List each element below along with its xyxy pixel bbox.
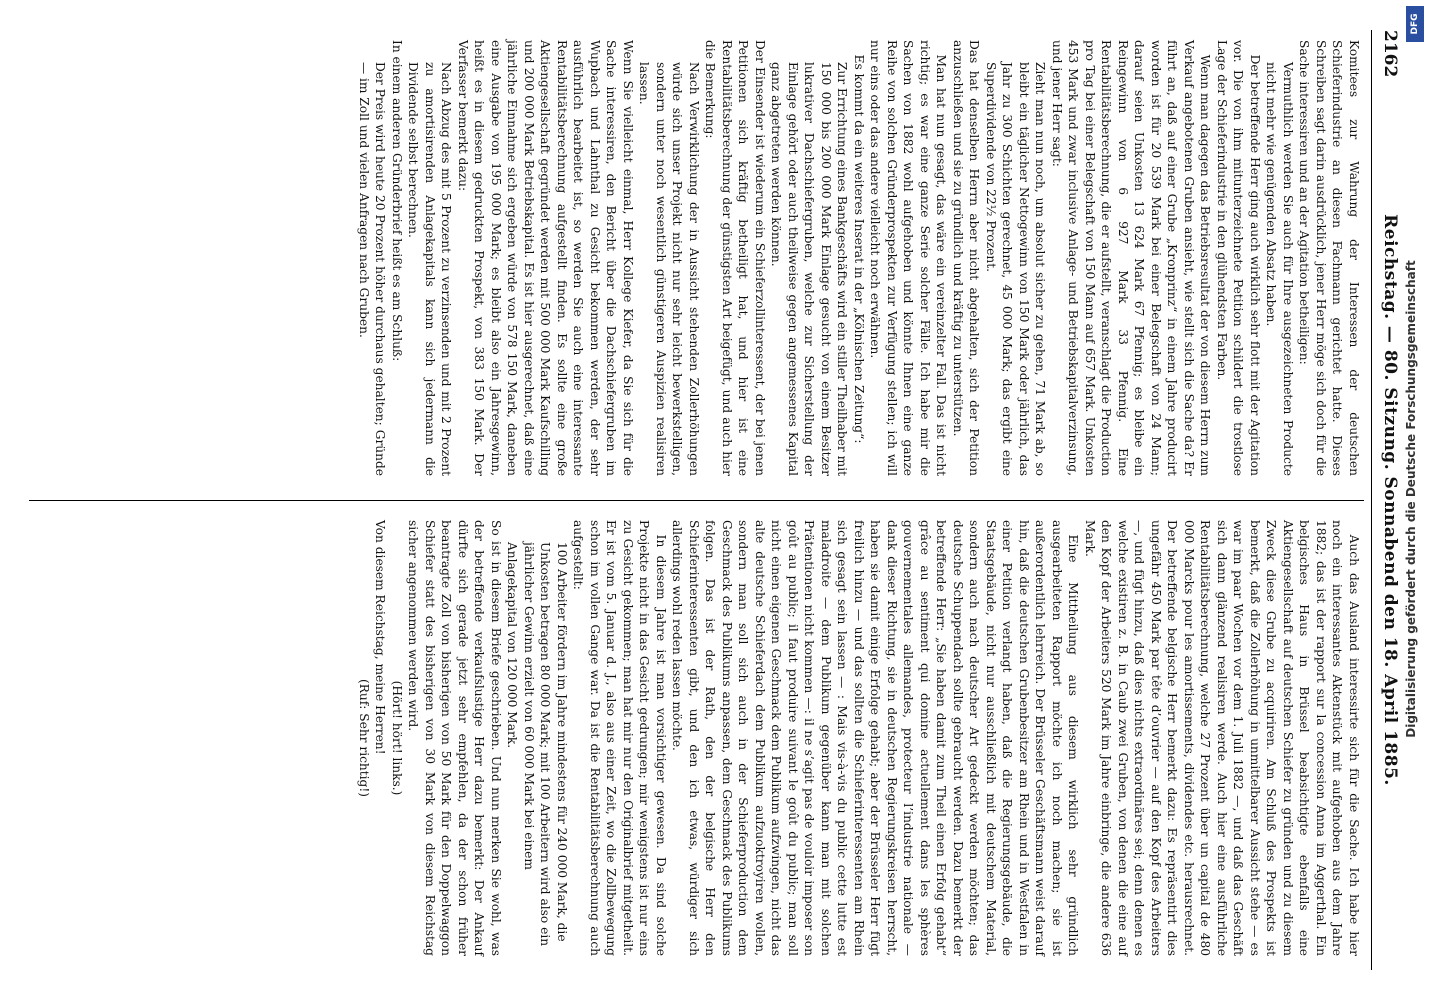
- right-column: [356, 520, 1363, 956]
- quote: Nach Abzug des mit 5 Prozent zu verzinsenden und mit 2 Prozent zu amortisirenden Anlagekapitals kann sich jedermann die Dividende selbst berechnen.: [406, 61, 454, 476]
- paragraph: Von diesem Reichstag, meine Herren!: [373, 520, 388, 755]
- running-title: Reichstag. — 80. Sitzung. Sonnabend den 18. April 1885.: [1380, 214, 1400, 786]
- interjection: (Hört! hört! links.): [390, 680, 404, 796]
- paragraph: Auch das Ausland interessirte sich für die Sache. Ich habe hier noch ein interessantes Aktenstück mit aufgehoben aus dem Jahre 1882; das ist der rapport sur la concession Anna im Aggerthal. Ein belgisches Haus in Brüssel beabsichtigte ebenfalls eine Aktiengesellschaft auf deutschen Schiefer zu gründen und zu diesem Zweck diese Grube zu acquiriren. Am Schluß des Prospekts ist bemerkt, daß die Zollerhöhung in unmittelbarer Aussicht stehe — es war im paar Wochen vor dem 1. Juli 1882 —, und daß das Geschäft sich dann glänzend realisiren werde. Auch hier eine ausführliche Rentabilitätsberechnung, welche 27 Prozent über un capital de 480 000 Marcks pour les amortissements, dividendes etc. herausrechnet. Der betreffende belgische Herr bemerkt dazu: Es repräsentirt dies ungefähr 450 Mark par tête d’ouvrier — auf den Kopf des Arbeiters —, und fügt hinzu, daß dies nichts extraordinäres sei; denn denen es welche existiren z. B. in Caub zwei Gruben, von denen die eine auf den Kopf der Arbeiters 520 Mark im Jahre einbringe, die andere 636 Mark.: [1083, 520, 1361, 956]
- paragraph: Man hat nun gesagt, das wäre ein vereinzelter Fall. Das ist nicht richtig; es war eine ganze Serie solcher Fälle. Ich habe mir die Sachen von 1882 wohl aufgehoben und könnte Ihnen eine ganze Reihe von solchen Gründerprospekten zur Verfügung stellen; ich will nur eins oder das andere vielleicht noch erwähnen.: [868, 40, 949, 476]
- digitization-credit: [1398, 0, 1424, 1000]
- paragraph: So ist in diesem Briefe geschrieben. Und nun merken Sie wohl, was der betreffende verkaufslustige Herr dazu bemerkt: Der Ankauf dürfte sich gerade jetzt sehr empfehlen, da der schon früher beantragte Zoll von bisherigen von 50 Mark für den Doppelwaggon Schiefer statt des bisherigen von 30 Mark von diesem Reichstag sicher angenommen werden wird.: [406, 520, 503, 956]
- quote: Nach Verwirklichung der in Aussicht stehenden Zollerhöhungen würde sich unser Projekt nicht nur sehr leicht bewerkstelligen, sondern unter noch wesentlich günstigeren Auspizien realisiren lassen.: [637, 61, 701, 476]
- paragraph: Wenn man dagegen das Betriebsresultat der von diesem Herrn zum Verkauf angebotenen Gruben ansieht, wie stellt sich die Sache da? Er führt an, daß auf einer Grube „Kronprinz“ in einem Jahre producirt worden ist für 20 539 Mark bei einer Belegschaft von 24 Mann; darauf seien Unkosten 13 624 Mark 67 Pfennig; es bleibe ein Reingewinn von 6 927 Mark 33 Pfennig. Eine Rentabilitätsberechnung, die er aufstellt, veranschlagt die Production pro Tag bei einer Belegschaft von 150 Mann auf 657 Mark. Unkosten 453 Mark und zwar inclusive Anlage- und Betriebskapitalverzinsung, und jener Herr sagt:: [1050, 40, 1213, 476]
- paragraph: Wenn Sie vielleicht einmal, Herr Kollege Kiefer, da Sie sich für die Sache interessiren, den Bericht über die Dachschiefergruben im Wupbach und Lahnthal zu Gesicht bekommen werden, der sehr ausführlich bearbeitet ist, so werden Sie auch eine interessante Rentabilitätsberechnung aufgestellt finden. Es sollte eine große Aktiengesellschaft gegründet werden mit 500 000 Mark Kaufschilling und 200 000 Mark Betriebskapital. Es ist hier ausgerechnet, daß eine jährliche Einnahme sich ergeben würde von 578 150 Mark, daneben eine Ausgabe von 195 000 Mark; es bleibt also ein Jahresgewinn, heißt es in diesem gedruckten Prospekt, von 383 150 Mark. Der Verfasser bemerkt dazu:: [456, 40, 635, 476]
- paragraph: Eine Mittheilung aus diesem wirklich sehr gründlich ausgearbeiteten Rapport möchte ich noch machen; sie ist außerordentlich lehrreich. Der Brüsseler Geschäftsmann weist darauf hin, daß die deutschen Grubenbesitzer am Rhein und in Westfalen in einer Petition verlangt haben, daß die Regierungsgebäude, die Staatsgebäude, nicht nur ausschließlich mit deutschem Material, sondern auch nach deutscher Art gedeckt werden möchten; das deutsche Schuppendach sollte gebraucht werden. Dazu bemerkt der betreffende Herr: „Sie haben damit zum Theil einen Erfolg gehabt“ grâce au sentiment qui domine actuellement dans les sphères gouvernementales allemandes, protecteur l’industrie nationale — dank dieser Richtung, sie in deutschen Regierungskreisen herrscht, haben sie damit einige Erfolge gehabt; aber der Brüsseler Herr fügt freilich hinzu — und das sollten die Schieferinteressenten am Rhein sich gesagt sein lassen — : Mais vis-à-vis du public cette lutte est maladroite — dem Publikum gegenüber kann man mit solchen Prätentionen nicht kommen —: il ne s’agit pas de vouloir imposer son goût au public; il faut produire suivant le goût du public; man soll nicht einen eigenen Geschmack dem Publikum aufzwingen, nicht das alte deutsche Schieferdach dem Publikum aufzuoktroyiren wollen, sondern man soll sich auch in der Schieferproduction dem Geschmack des Publikums anpassen, dem Geschmack des Publikums folgen. Das ist der Rath, den der belgische Herr den Schieferinteressenten gibt, und den ich etwas, würdiger sich allerdings wohl reden lassen möchte.: [670, 520, 1081, 956]
- paragraph: Der betreffende Herr ging auch wirklich sehr flott mit der Agitation vor. Die von ihm mitunterzeichnete Petition schildert die trostlose Lage der Schieferindustrie in den glühendsten Farben.: [1215, 40, 1262, 476]
- paragraph: Das hat denselben Herrn aber nicht abgehalten, sich der Petition anzuschließen und sie zu gründlich und kräftig zu unterstützen.: [951, 40, 982, 476]
- header-rule: [1371, 30, 1372, 970]
- dfg-logo-text: DFG: [1410, 13, 1420, 35]
- paragraph: Komitees zur Wahrung der Interessen der deutschen Schieferindustrie an diesen Fachmann gerichtet hatte. Dieses Schreiben sagt darin ausdrücklich, jener Herr möge sich doch für die Sache interessiren und an der Agitation betheiligen:: [1297, 40, 1361, 476]
- quote: 100 Arbeiter fördern im Jahre mindestens für 240 000 Mark, die Unkosten betragen 80 000 Mark; mit 100 Arbeitern wird also ein jährlicher Gewinn erzielt von 60 000 Mark bei einem Anlagekapital von 120 000 Mark.: [505, 541, 569, 947]
- credit-text: Digitalisierung gefördert durch die Deutsche Forschungsgemeinschaft: [1404, 260, 1418, 738]
- quote: Der Preis wird heute 20 Prozent höher durchaus gehalten; Gründe — im Zoll und vielen Anfragen nach Gruben.: [357, 61, 388, 476]
- quote: Zieht man nun noch, um absolut sicher zu gehen, 71 Mark ab, so bleibt ein täglicher Nettogewinn von 150 Mark oder jährlich, das Jahr zu 300 Schichten gerechnet, 45 000 Mark; das ergibt eine Superdividende von 22½ Prozent.: [984, 61, 1048, 476]
- paragraph: Es kommt da ein weiteres Inserat in der „Kölnischen Zeitung“:: [852, 54, 866, 444]
- left-column: [356, 40, 1363, 476]
- quote: Zur Errichtung eines Bankgeschäfts wird ein stiller Theilhaber mit 150 000 bis 200 000 Mark Einlage gesucht von einem Besitzer lukrativer Dachschiefergruben, welche zur Sicherstellung der Einlage gehört oder auch theilweise gegen angemessenes Kapital ganz abgetreten werden können.: [769, 61, 850, 476]
- paragraph: Der Einsender ist wiederum ein Schieferzollinteressent, der bei jenen Petitionen sich kräftig betheiligt hat, und hier ist eine Rentabilitätsberechnung der günstigsten Art beigefügt, und auch hier die Bemerkung:: [703, 40, 767, 476]
- interjection: (Ruf: Sehr richtig!): [357, 678, 371, 798]
- paragraph: In einem anderen Gründerbrief heißt es am Schluß:: [390, 40, 404, 362]
- dfg-logo: [1406, 6, 1424, 42]
- quote: Vermuthlich werden Sie auch für Ihre ausgezeichneten Producte nicht mehr wie genügenden Absatz haben.: [1264, 61, 1295, 476]
- paragraph: In diesem Jahre ist man vorsichtiger gewesen. Da sind solche Projekte nicht in das Gesicht gedrungen; mir wenigstens ist nur eins zu Gesicht gekommen; man hat mir nur den Originalbrief mitgetheilt. Er ist vom 5. Januar d. J., also aus einer Zeit, wo die Zollbewegung schon im vollen Gange war. Da ist die Rentabilitätsberechnung auch aufgestellt:: [571, 520, 668, 956]
- page-number: 2162: [1380, 30, 1400, 78]
- column-divider: [29, 500, 1364, 501]
